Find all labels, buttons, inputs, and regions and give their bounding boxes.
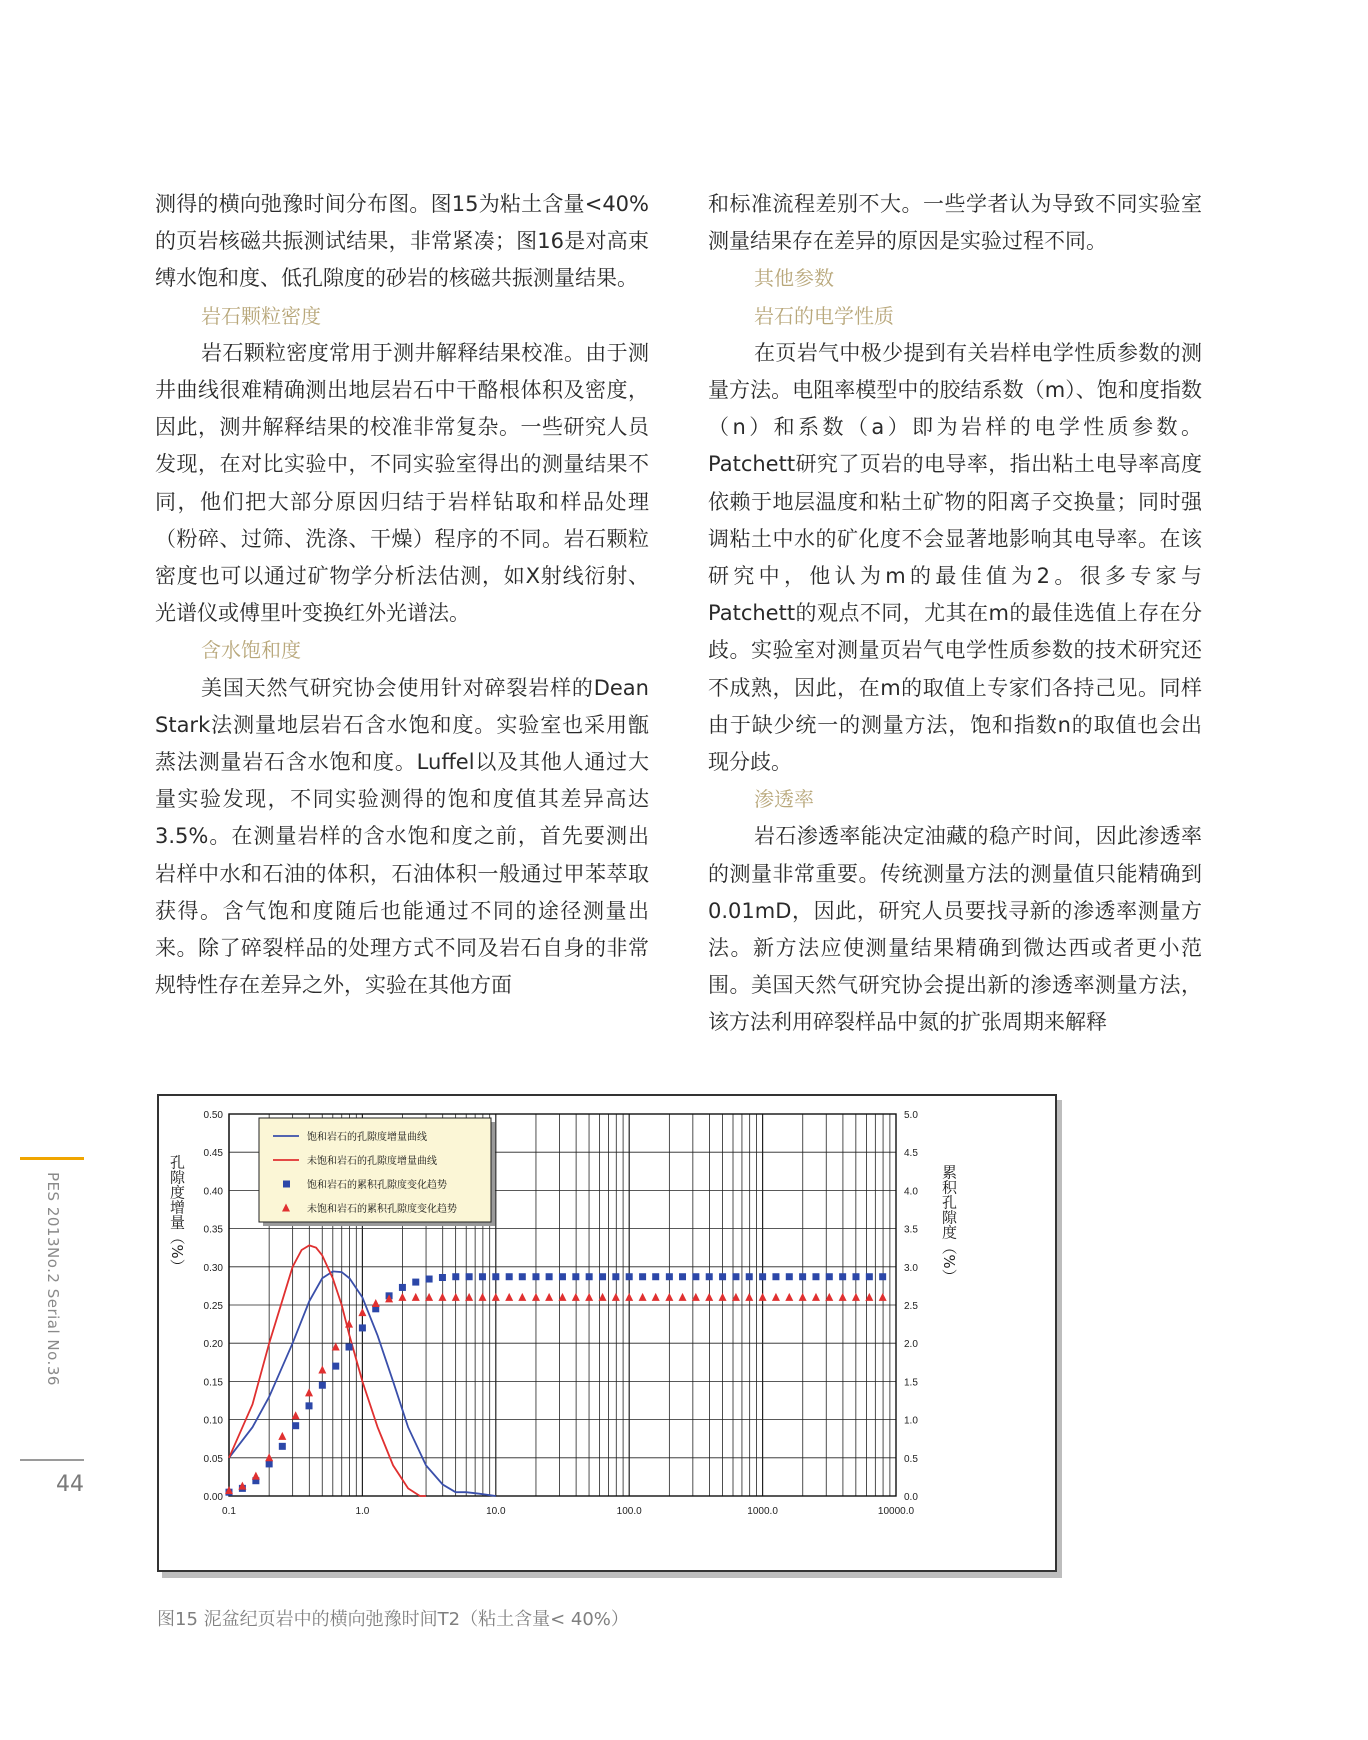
- triangle-marker: [719, 1293, 727, 1301]
- page-number: 44: [56, 1472, 84, 1497]
- triangle-marker: [518, 1293, 526, 1301]
- triangle-marker: [665, 1293, 673, 1301]
- right-tick-label: 4.0: [904, 1186, 918, 1198]
- triangle-marker: [879, 1293, 887, 1301]
- square-marker: [572, 1273, 579, 1280]
- triangle-marker: [478, 1293, 486, 1301]
- square-marker: [866, 1273, 873, 1280]
- triangle-marker: [412, 1293, 420, 1301]
- triangle-marker: [572, 1293, 580, 1301]
- paragraph: 和标准流程差别不大。一些学者认为导致不同实验室测量结果存在差异的原因是实验过程不同。: [708, 192, 1202, 254]
- figure-15: [157, 1094, 1057, 1572]
- left-text-column: [155, 186, 649, 1004]
- square-marker: [492, 1273, 499, 1280]
- triangle-marker: [652, 1293, 660, 1301]
- square-marker: [732, 1273, 739, 1280]
- square-marker: [506, 1273, 513, 1280]
- square-marker: [746, 1273, 753, 1280]
- paragraph: 在页岩气中极少提到有关岩样电学性质参数的测量方法。电阻率模型中的胶结系数（m）、饱和度指数（n）和系数（a）即为岩样的电学性质参数。Patchett研究了页岩的电导率，指出粘土电导率高度依赖于地层温度和粘土矿物的阳离子交换量；同时强调粘土中水的矿化度不会显著地影响其电导率。在该研究中，他认为m的最佳值为2。很多专家与Patchett的观点不同，尤其在m的最佳选值上存在分歧。实验室对测量页岩气电学性质参数的技术研究还不成熟，因此，在m的取值上专家们各持己见。同样由于缺少统一的测量方法，饱和指数n的取值也会出现分歧。: [708, 340, 1202, 775]
- section-heading: 渗透率: [754, 787, 814, 812]
- triangle-marker: [358, 1308, 366, 1316]
- square-marker: [812, 1273, 819, 1280]
- x-tick-label: 0.1: [222, 1506, 236, 1517]
- triangle-marker: [612, 1293, 620, 1301]
- left-tick-label: 0.20: [203, 1339, 223, 1351]
- triangle-marker: [438, 1293, 446, 1301]
- square-marker: [519, 1273, 526, 1280]
- triangle-marker: [318, 1365, 326, 1373]
- right-tick-label: 0.0: [904, 1492, 918, 1503]
- triangle-marker: [852, 1293, 860, 1301]
- square-marker: [692, 1273, 699, 1280]
- right-tick-label: 5.0: [904, 1110, 918, 1121]
- triangle-marker: [639, 1293, 647, 1301]
- paragraph: 岩石渗透率能决定油藏的稳产时间，因此渗透率的测量非常重要。传统测量方法的测量值只能精确到0.01mD，因此，研究人员要找寻新的渗透率测量方法。新方法应使测量结果精确到微达西或者更小范围。美国天然气研究协会提出新的渗透率测量方法，该方法利用碎裂样品中氮的扩张周期来解释: [708, 824, 1202, 1035]
- square-marker: [306, 1402, 313, 1409]
- right-axis-label: 累积孔隙度（%）: [940, 1164, 958, 1284]
- triangle-marker: [278, 1432, 286, 1440]
- square-marker: [666, 1273, 673, 1280]
- triangle-marker: [812, 1293, 820, 1301]
- square-marker: [706, 1273, 713, 1280]
- section-heading: 其他参数: [754, 266, 834, 291]
- triangle-marker: [705, 1293, 713, 1301]
- square-marker: [279, 1443, 286, 1450]
- left-tick-label: 0.45: [203, 1148, 223, 1160]
- triangle-marker: [545, 1293, 553, 1301]
- triangle-marker: [745, 1293, 753, 1301]
- square-marker: [426, 1276, 433, 1283]
- right-tick-label: 1.0: [904, 1415, 918, 1427]
- square-marker: [852, 1273, 859, 1280]
- triangle-marker: [625, 1293, 633, 1301]
- left-axis-label: 孔隙度增量（%）: [168, 1154, 186, 1274]
- square-marker: [759, 1273, 766, 1280]
- triangle-marker: [505, 1293, 513, 1301]
- square-marker: [346, 1344, 353, 1351]
- left-tick-label: 0.10: [203, 1415, 223, 1427]
- x-tick-label: 10.0: [486, 1506, 506, 1517]
- square-marker: [679, 1273, 686, 1280]
- paragraph: 美国天然气研究协会使用针对碎裂岩样的Dean Stark法测量地层岩石含水饱和度。实验室也采用甑蒸法测量岩石含水饱和度。Luffel以及其他人通过大量实验发现，不同实验测得的饱和度值其差异高达3.5%。在测量岩样的含水饱和度之前，首先要测出岩样中水和石油的体积，石油体积一般通过甲苯萃取获得。含气饱和度随后也能通过不同的途径测量出来。除了碎裂样品的处理方式不同及岩石自身的非常规特性存在差异之外，实验在其他方面: [155, 675, 649, 998]
- square-marker: [559, 1273, 566, 1280]
- triangle-marker: [585, 1293, 593, 1301]
- triangle-marker: [492, 1293, 500, 1301]
- legend-entry: 未饱和岩石的累积孔隙度变化趋势: [307, 1204, 457, 1215]
- square-marker: [879, 1273, 886, 1280]
- x-tick-label: 1.0: [355, 1506, 370, 1517]
- square-marker: [639, 1273, 646, 1280]
- square-marker: [612, 1273, 619, 1280]
- left-tick-label: 0.30: [203, 1262, 223, 1274]
- square-marker: [719, 1273, 726, 1280]
- series-line-1: [229, 1245, 426, 1496]
- sidebar-accent-line: [20, 1157, 84, 1160]
- right-tick-label: 4.5: [904, 1148, 918, 1160]
- left-tick-label: 0.35: [203, 1224, 223, 1236]
- right-tick-label: 0.5: [904, 1453, 918, 1465]
- left-tick-label: 0.40: [203, 1186, 223, 1198]
- right-tick-label: 3.5: [904, 1224, 918, 1236]
- square-marker: [626, 1273, 633, 1280]
- square-marker: [599, 1273, 606, 1280]
- legend-swatch-square: [283, 1181, 290, 1188]
- sidebar-divider: [20, 1459, 84, 1461]
- square-marker: [479, 1273, 486, 1280]
- paragraph: 岩石颗粒密度常用于测井解释结果校准。由于测井曲线很难精确测出地层岩石中干酪根体积及密度，因此，测井解释结果的校准非常复杂。一些研究人员发现，在对比实验中，不同实验室得出的测量结果不同，他们把大部分原因归结于岩样钻取和样品处理（粉碎、过筛、洗涤、干燥）程序的不同。岩石颗粒密度也可以通过矿物学分析法估测，如X射线衍射、光谱仪或傅里叶变换红外光谱法。: [155, 340, 649, 626]
- square-marker: [439, 1274, 446, 1281]
- triangle-marker: [452, 1293, 460, 1301]
- triangle-marker: [252, 1472, 260, 1480]
- square-marker: [452, 1273, 459, 1280]
- triangle-marker: [265, 1453, 273, 1461]
- left-tick-label: 0.25: [203, 1301, 223, 1312]
- triangle-marker: [759, 1293, 767, 1301]
- legend-entry: 未饱和岩石的孔隙度增量曲线: [307, 1156, 437, 1167]
- right-tick-label: 2.5: [904, 1301, 918, 1312]
- square-marker: [466, 1273, 473, 1280]
- triangle-marker: [772, 1293, 780, 1301]
- legend-entry: 饱和岩石的累积孔隙度变化趋势: [307, 1180, 447, 1191]
- triangle-marker: [532, 1293, 540, 1301]
- triangle-marker: [839, 1293, 847, 1301]
- right-tick-label: 2.0: [904, 1339, 918, 1351]
- triangle-marker: [305, 1388, 313, 1396]
- left-tick-label: 0.05: [203, 1453, 223, 1465]
- square-marker: [359, 1324, 366, 1331]
- x-tick-label: 1000.0: [747, 1506, 778, 1517]
- right-tick-label: 3.0: [904, 1262, 918, 1274]
- square-marker: [532, 1273, 539, 1280]
- square-marker: [266, 1460, 273, 1467]
- square-marker: [546, 1273, 553, 1280]
- t2-distribution-chart: [159, 1096, 1055, 1570]
- section-heading: 岩石的电学性质: [754, 303, 894, 328]
- triangle-marker: [799, 1293, 807, 1301]
- left-tick-label: 0.00: [203, 1492, 223, 1503]
- square-marker: [332, 1363, 339, 1370]
- square-marker: [786, 1273, 793, 1280]
- journal-info: PES 2013No.2 Serial No.36: [44, 1172, 62, 1386]
- triangle-marker: [398, 1293, 406, 1301]
- square-marker: [799, 1273, 806, 1280]
- square-marker: [292, 1422, 299, 1429]
- right-tick-label: 1.5: [904, 1377, 918, 1389]
- square-marker: [839, 1273, 846, 1280]
- square-marker: [586, 1273, 593, 1280]
- right-text-column: [708, 186, 1202, 1042]
- left-tick-label: 0.50: [203, 1110, 223, 1121]
- figure-caption: 图15 泥盆纪页岩中的横向弛豫时间T2（粘土含量< 40%）: [157, 1609, 629, 1630]
- square-marker: [399, 1284, 406, 1291]
- square-marker: [319, 1382, 326, 1389]
- section-heading: 岩石颗粒密度: [201, 303, 321, 328]
- square-marker: [826, 1273, 833, 1280]
- paragraph: 测得的横向弛豫时间分布图。图15为粘土含量<40%的页岩核磁共振测试结果，非常紧凑；图16是对高束缚水饱和度、低孔隙度的砂岩的核磁共振测量结果。: [155, 192, 649, 291]
- square-marker: [652, 1273, 659, 1280]
- triangle-marker: [679, 1293, 687, 1301]
- left-tick-label: 0.15: [203, 1377, 223, 1389]
- triangle-marker: [785, 1293, 793, 1301]
- square-marker: [772, 1273, 779, 1280]
- x-tick-label: 100.0: [616, 1506, 642, 1517]
- section-heading: 含水饱和度: [201, 638, 301, 663]
- legend-entry: 饱和岩石的孔隙度增量曲线: [307, 1132, 427, 1143]
- triangle-marker: [372, 1299, 380, 1307]
- x-tick-label: 10000.0: [877, 1506, 915, 1517]
- square-marker: [412, 1279, 419, 1286]
